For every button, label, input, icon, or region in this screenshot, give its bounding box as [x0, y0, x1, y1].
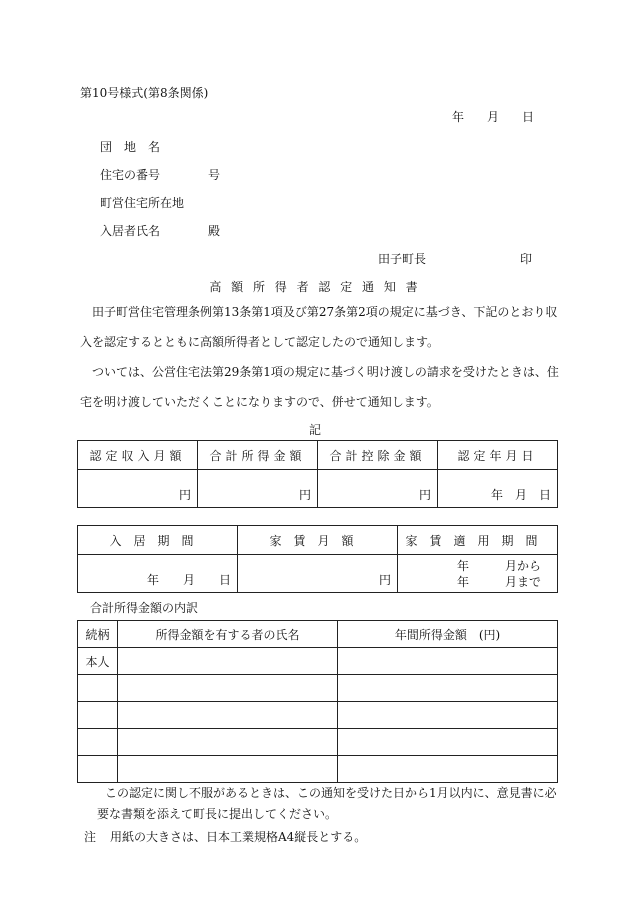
header-rent-period: 家賃適用期間	[398, 526, 558, 555]
header-total-deduction: 合計控除金額	[318, 441, 438, 470]
issuer-name: 田子町長	[378, 252, 427, 266]
ki-label: 記	[308, 423, 321, 437]
header-certification-date: 認定年月日	[438, 441, 558, 470]
note-label: 注	[84, 830, 97, 844]
appeal-notice: この認定に関し不服があるときは、この通知を受けた日から1月以内に、意見書に必要な書類を添えて町長に提出してください。	[97, 786, 557, 821]
breakdown-table	[77, 620, 558, 783]
row-self-income[interactable]	[338, 648, 558, 675]
table-row-income[interactable]	[338, 675, 558, 702]
value-monthly-rent[interactable]: 円	[238, 555, 398, 593]
value-rent-period[interactable]	[398, 555, 558, 593]
value-total-deduction[interactable]: 円	[318, 470, 438, 508]
field-estate-name: 団 地 名	[100, 140, 161, 154]
table-row-name[interactable]	[118, 729, 338, 756]
header-monthly-rent: 家賃月額	[238, 526, 398, 555]
table-row-name[interactable]	[118, 702, 338, 729]
row-self-name[interactable]	[118, 648, 338, 675]
table-row-income[interactable]	[338, 702, 558, 729]
header-total-income: 合計所得金額	[198, 441, 318, 470]
field-tenant-name: 入居者氏名	[100, 224, 161, 238]
field-tenant-honorific: 殿	[208, 224, 221, 238]
table-row-income[interactable]	[338, 729, 558, 756]
table-row-name[interactable]	[118, 675, 338, 702]
header-relationship: 続柄	[78, 621, 118, 648]
form-number: 第10号様式(第8条関係)	[80, 86, 209, 100]
header-residence-period: 入居期間	[78, 526, 238, 555]
table-row-income[interactable]	[338, 756, 558, 783]
row-self-relationship: 本人	[78, 648, 118, 675]
income-table	[77, 440, 558, 508]
table-row-relationship[interactable]	[78, 756, 118, 783]
breakdown-caption: 合計所得金額の内訳	[90, 601, 199, 615]
field-house-number: 住宅の番号	[100, 168, 161, 182]
rent-period-from: 年 月から	[456, 558, 541, 573]
value-residence-period[interactable]: 年 月 日	[78, 555, 238, 593]
field-address: 町営住宅所在地	[100, 196, 185, 210]
header-certified-monthly-income: 認定収入月額	[78, 441, 198, 470]
header-annual-income: 年間所得金額 (円)	[338, 621, 558, 648]
body-paragraph-2: ついては、公営住宅法第29条第1項の規定に基づく明け渡しの請求を受けたときは、住宅を明け渡していただくことになりますので、併せて通知します。	[80, 365, 559, 409]
issuer-seal: 印	[520, 252, 533, 266]
date-year: 年	[452, 110, 465, 124]
table-row-name[interactable]	[118, 756, 338, 783]
date-day: 日	[522, 110, 535, 124]
table-row-relationship[interactable]	[78, 729, 118, 756]
date-month: 月	[487, 110, 500, 124]
table-row-relationship[interactable]	[78, 675, 118, 702]
value-total-income[interactable]: 円	[198, 470, 318, 508]
field-house-number-suffix: 号	[208, 168, 221, 182]
note-text: 用紙の大きさは、日本工業規格A4縦長とする。	[110, 830, 367, 844]
value-certified-monthly-income[interactable]: 円	[78, 470, 198, 508]
rent-period-to: 年 月まで	[456, 574, 541, 589]
residence-table	[77, 525, 558, 593]
value-certification-date[interactable]: 年 月 日	[438, 470, 558, 508]
header-earner-name: 所得金額を有する者の氏名	[118, 621, 338, 648]
table-row-relationship[interactable]	[78, 702, 118, 729]
body-paragraph-1: 田子町営住宅管理条例第13条第1項及び第27条第2項の規定に基づき、下記のとおり収入を認定するとともに高額所得者として認定したので通知します。	[80, 305, 558, 349]
document-title: 高 額 所 得 者 認 定 通 知 書	[209, 280, 421, 294]
